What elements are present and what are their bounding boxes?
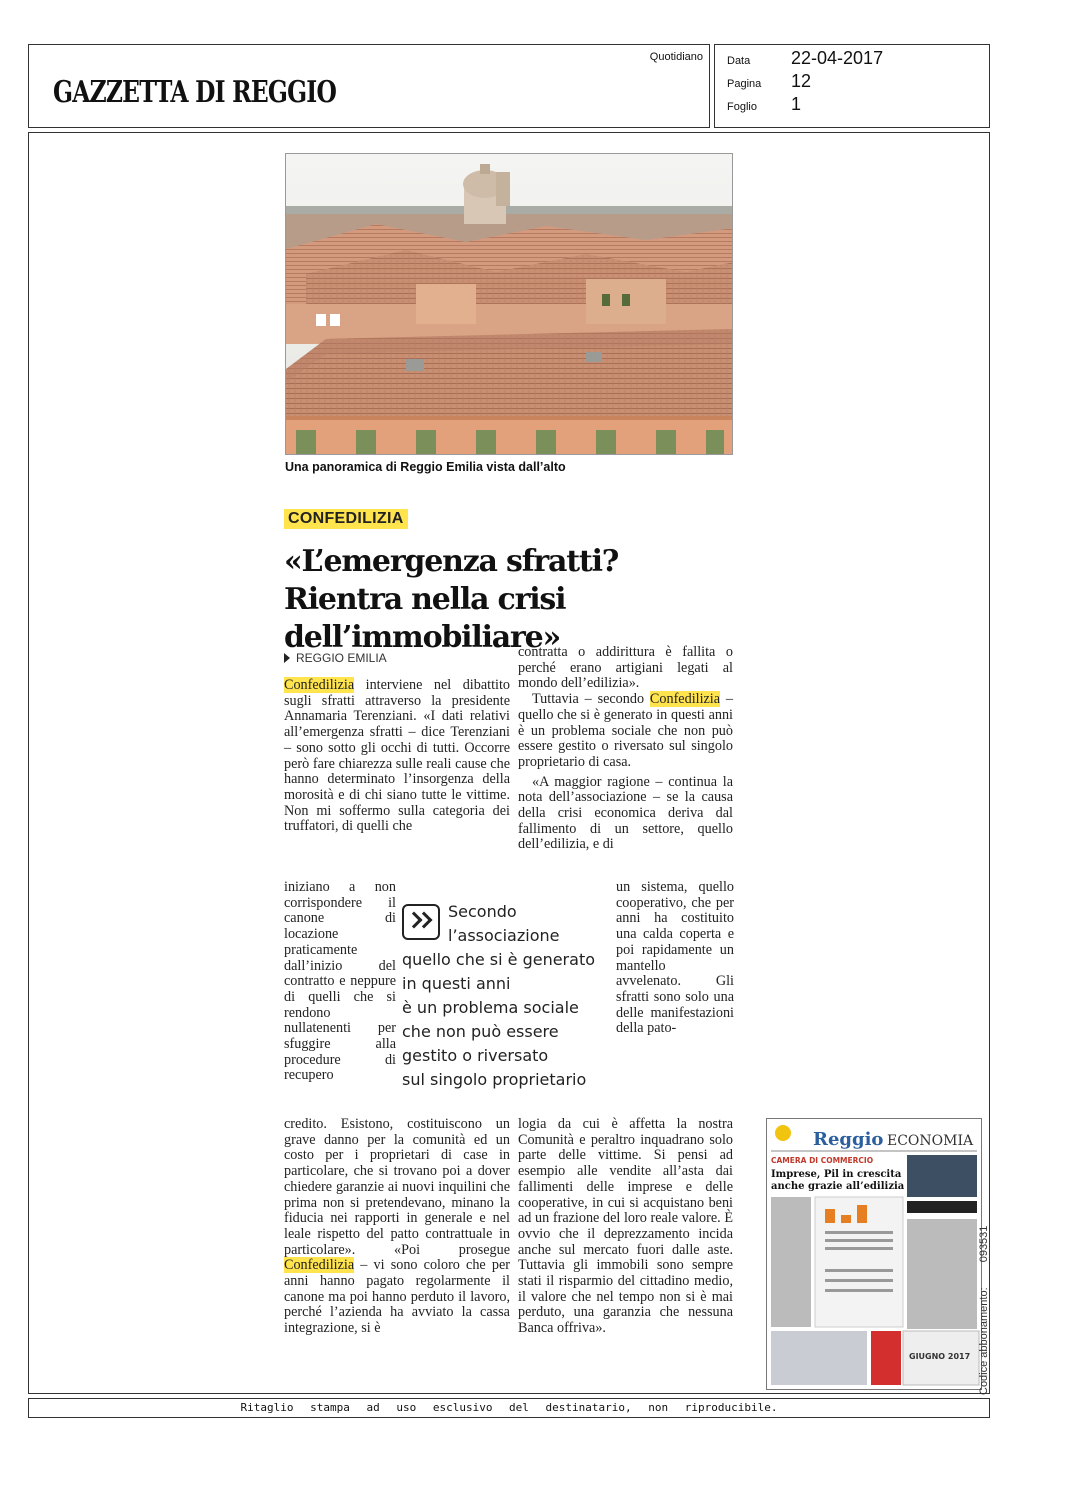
paragraph-text: iniziano a non corrispondere il canone di locazione praticamente dall’inizio del contratto e neppure di quelli che si rendono nullatenenti per sfuggire alla procedure di recupero (284, 879, 396, 1084)
thumb-promo: GIUGNO 2017 (909, 1352, 971, 1361)
meta-label-sheet: Foglio (727, 101, 757, 113)
pull-quote-line: che non può essere (402, 1022, 559, 1041)
paragraph-text: contratta o addirittura è fallita o perché erano artigiani legati al mondo dell’edilizia». (518, 644, 733, 692)
subscription-code-value: 093531 (978, 1225, 990, 1263)
header-meta-box (714, 44, 990, 128)
paragraph-text: Tuttavia – secondo (532, 691, 650, 708)
pull-quote-line: è un problema sociale (402, 998, 579, 1017)
paragraph-text: interviene nel dibattito sugli sfratti attraverso la presidente Annamaria Terenziani. «I dati relativi all’emergenza sfratti – dice Terenziani – sono sotto gli occhi di tutti. Occorre però fare chiarezza sulle reali cause che hanno determinato l’insorgenza della morosità e di chi siano tutte le vittime. Non mi soffermo sulla categoria dei truffatori, di quelli che (284, 677, 510, 835)
page-thumbnail (766, 1118, 982, 1390)
subscription-code-label: Codice abbonamento: (978, 1287, 990, 1395)
pull-quote-line: Secondo (448, 902, 517, 921)
meta-value-date: 22-04-2017 (791, 48, 884, 68)
thumb-headline1: Imprese, Pil in crescita (771, 1169, 902, 1180)
pull-quote-line: l’associazione (448, 926, 560, 945)
thumb-section2: ECONOMIA (887, 1133, 974, 1149)
thumb-kicker: CAMERA DI COMMERCIO (771, 1156, 874, 1165)
meta-label-page: Pagina (727, 78, 762, 90)
city-rooftops-photo (285, 153, 733, 455)
masthead: GAZZETTA DI REGGIO (53, 75, 337, 110)
thumb-section: Reggio (813, 1129, 884, 1150)
double-chevron-icon (402, 904, 440, 940)
highlight-confedilizia: Confedilizia (284, 1257, 355, 1274)
pull-quote-line: in questi anni (402, 974, 511, 993)
highlight-confedilizia: Confedilizia (649, 691, 721, 708)
meta-value-sheet: 1 (791, 94, 802, 114)
paragraph-text: «A maggior ragione – continua la nota dell’associazione – se la causa della crisi economica deriva dal fallimento di un settore, quello dell’edilizia, e di (518, 773, 733, 853)
thumb-headline2: anche grazie all’edilizia (771, 1181, 905, 1192)
paragraph-text: un sistema, quello cooperativo, che per anni ha costituito una calda coperta e poi rapidamente un mantello avvelenato. Gli sfratti sono solo una delle manifestazioni della pato- (616, 879, 734, 1037)
pull-quote-line: quello che si è generato (402, 950, 595, 969)
footer-notice: Ritaglio stampa ad uso esclusivo del destinatario, non riproducibile. (240, 1401, 778, 1414)
meta-label-date: Data (727, 55, 751, 67)
highlight-confedilizia: Confedilizia (284, 677, 355, 693)
photo-caption: Una panoramica di Reggio Emilia vista dall’alto (285, 460, 566, 474)
pull-quote (402, 900, 608, 1092)
article-column-right-narrow (616, 880, 734, 1037)
article-dateline: REGGIO EMILIA (284, 651, 387, 665)
pull-quote-line: sul singolo proprietario (402, 1070, 587, 1089)
subscription-code (978, 1226, 990, 1395)
paragraph-text: logia da cui è affetta la nostra Comunità e peraltro inquadrano solo parte delle vittime. Si pensi ad esempio alle vendite all’asta dai fallimenti delle imprese e delle cooperative, in cui si acquistano beni ad un frazione del loro reale valore. È ovvio che il deprezzamento incida anche sul mercato fuori dalle aste. Tuttavia gli immobili sono sempre stati il risparmio del cittadino medio, il valore che nel tempo non si è mai perduto, una garanzia che nessuna Banca offriva». (518, 1116, 733, 1337)
paragraph-text: – quello che si è generato in questi anni è un problema sociale che non può essere gestito o riversato sul singolo proprietario di casa. (518, 691, 734, 770)
article-kicker: CONFEDILIZIA (284, 509, 408, 529)
paragraph-text: – vi sono coloro che per anni hanno pagato regolarmente il canone ma poi hanno perduto il lavoro, perché l’azienda ha avviato la cassa integrazione, si è (284, 1257, 510, 1337)
article-column-right-bottom (518, 1117, 733, 1337)
article-headline: «L’emergenza sfratti? Rientra nella crisi dell’immobiliare» (284, 544, 619, 655)
article-column-left-bottom (284, 1117, 510, 1337)
article-column-left-top (284, 678, 510, 835)
photo-illustration (286, 154, 733, 455)
header-masthead-box (28, 44, 710, 128)
pull-quote-line: gestito o riversato (402, 1046, 549, 1065)
publication-type: Quotidiano (649, 51, 703, 63)
footer-notice-bar (28, 1398, 990, 1418)
page-thumbnail-graphic (767, 1119, 981, 1389)
paragraph-text: credito. Esistono, costituiscono un grave danno per la comunità ed un costo per i proprietari di case in particolare, che si trovano poi a dover chiedere garanzie ai nuovi inquilini che prima non si pretendevano, minano la fiducia nei rapporti in generale e nel leale rispetto del patto contrattuale in particolare». «Poi prosegue (284, 1116, 510, 1258)
meta-value-page: 12 (791, 71, 812, 91)
article-column-right-top (518, 645, 733, 853)
article-column-left-narrow (284, 880, 396, 1084)
